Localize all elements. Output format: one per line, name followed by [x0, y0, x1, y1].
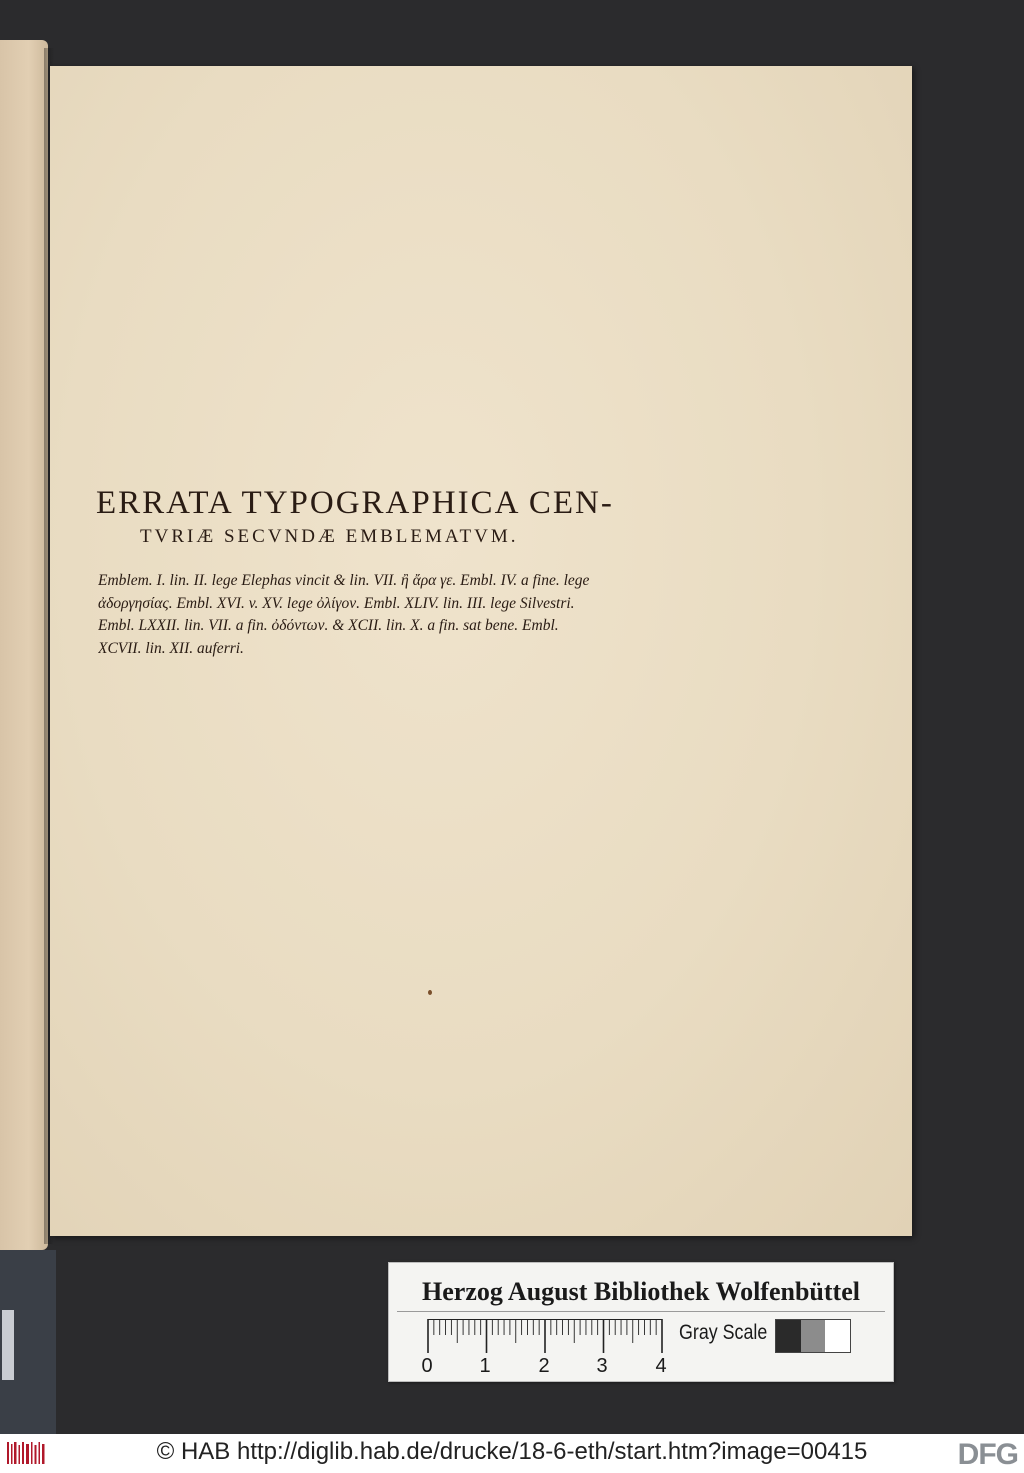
errata-text: [98, 570, 668, 660]
gray-scale-label: Gray Scale: [679, 1321, 768, 1344]
cm-ruler: [421, 1319, 667, 1377]
errata-line: XCVII. lin. XII. auferri.: [98, 639, 244, 657]
card-divider: [397, 1311, 885, 1312]
ruler-ticks: [427, 1319, 677, 1355]
ruler-number: 2: [538, 1355, 550, 1377]
left-scan-strip: [0, 1250, 56, 1434]
errata-title: ERRATA TYPOGRAPHICA CEN-: [96, 485, 614, 521]
gray-swatch-dark: [776, 1320, 801, 1352]
errata-line: Emblem. I. lin. II. lege Elephas vincit & lin. VII. ἢ ἄρα γε. Embl. IV. a fine. lege: [98, 572, 590, 589]
gray-swatch-mid: [801, 1320, 826, 1352]
footer-bar: [0, 1434, 1024, 1473]
errata-line: ἀδοργησίας. Embl. XVI. v. XV. lege ὀλίγον. Embl. XLIV. lin. III. lege Silvestri.: [98, 594, 575, 612]
errata-line: Embl. LXXII. lin. VII. a fin. ὀδόντων. & XCII. lin. X. a fin. sat bene. Embl.: [98, 617, 559, 634]
ruler-numbers: [421, 1355, 687, 1379]
strip-tab: [2, 1310, 14, 1380]
library-name: Herzog August Bibliothek Wolfenbüttel: [422, 1277, 860, 1306]
gray-scale-swatches: [775, 1319, 851, 1353]
dfg-logo: DFG: [957, 1438, 1018, 1471]
ruler-number: 1: [479, 1355, 491, 1377]
gray-swatch-white: [825, 1320, 850, 1352]
ruler-number: 3: [596, 1355, 608, 1377]
ruler-number: 4: [655, 1355, 667, 1377]
copyright-url: © HAB http://diglib.hab.de/drucke/18-6-eth/start.htm?image=00415: [156, 1438, 868, 1465]
errata-subtitle: TVRIÆ SECVNDÆ EMBLEMATVM.: [140, 526, 519, 547]
previous-page-edge: [0, 40, 48, 1250]
ruler-number: 0: [421, 1355, 433, 1377]
paper-speck: [428, 990, 432, 995]
color-scale-card: [388, 1262, 894, 1382]
